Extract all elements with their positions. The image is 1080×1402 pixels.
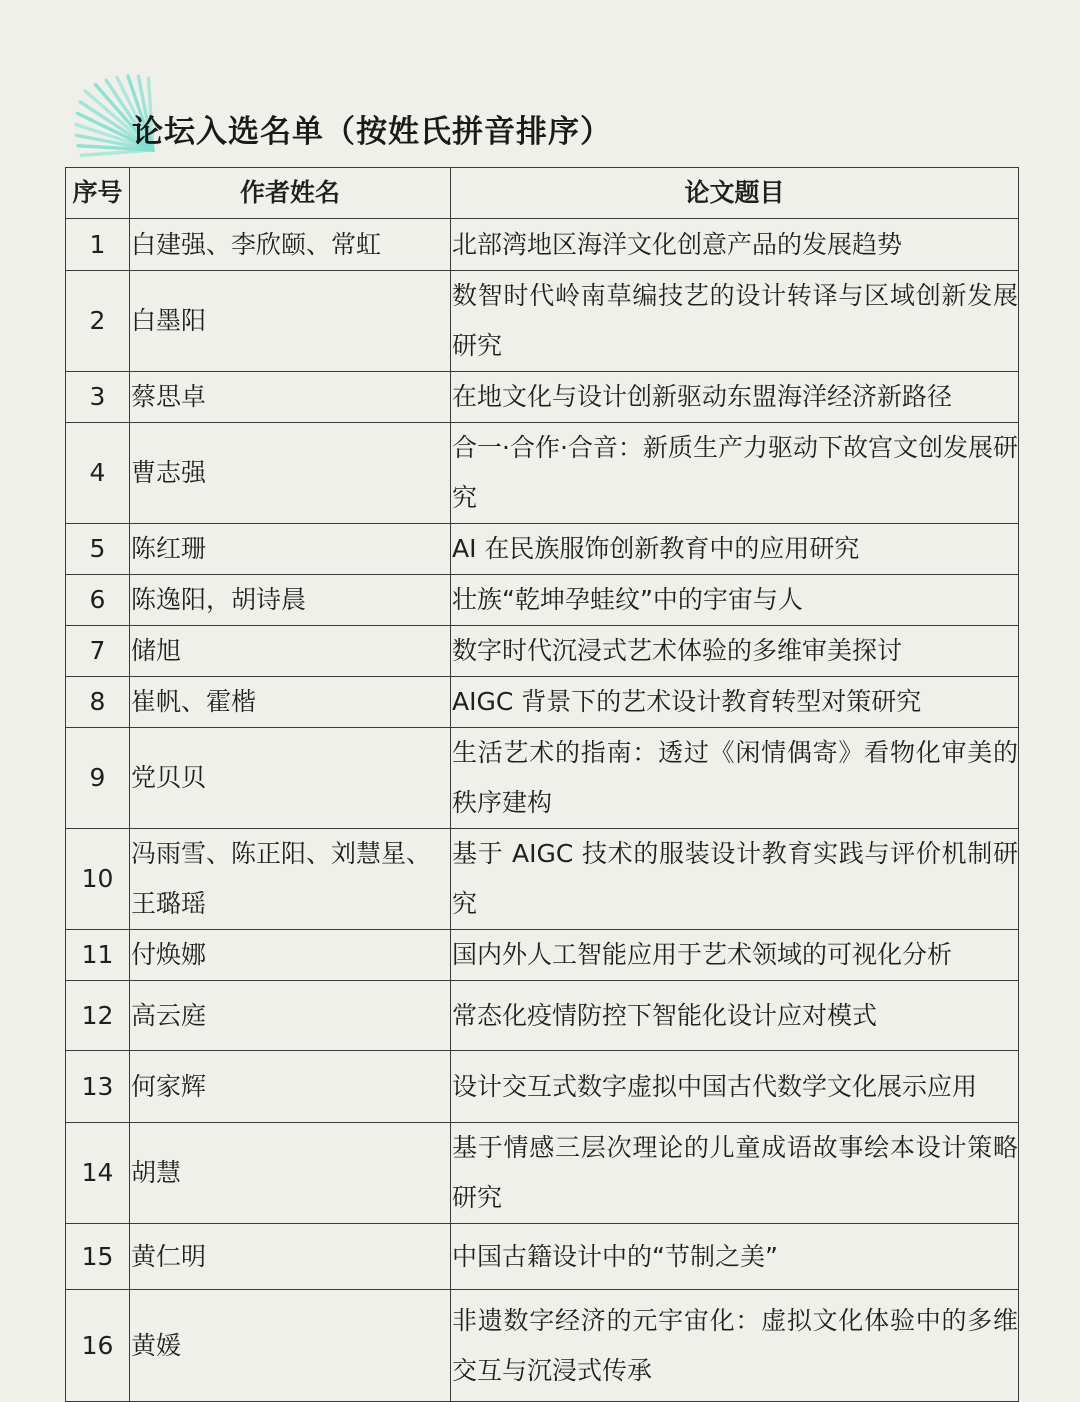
row-authors: 冯雨雪、陈正阳、刘慧星、王璐瑶 bbox=[130, 829, 451, 930]
table-row bbox=[66, 677, 1019, 728]
row-authors: 白墨阳 bbox=[130, 271, 451, 372]
table-row bbox=[66, 423, 1019, 524]
row-paper-title: 国内外人工智能应用于艺术领域的可视化分析 bbox=[451, 930, 1019, 981]
table-row bbox=[66, 219, 1019, 271]
row-number: 9 bbox=[66, 728, 130, 829]
table-row bbox=[66, 1290, 1019, 1402]
table-header-row bbox=[66, 168, 1019, 219]
row-authors: 黄媛 bbox=[130, 1290, 451, 1402]
table-row bbox=[66, 728, 1019, 829]
row-paper-title: 基于情感三层次理论的儿童成语故事绘本设计策略研究 bbox=[451, 1123, 1019, 1224]
row-number: 8 bbox=[66, 677, 130, 728]
row-paper-title: AIGC 背景下的艺术设计教育转型对策研究 bbox=[451, 677, 1019, 728]
table-row bbox=[66, 524, 1019, 575]
row-paper-title: AI 在民族服饰创新教育中的应用研究 bbox=[451, 524, 1019, 575]
row-authors: 陈逸阳，胡诗晨 bbox=[130, 575, 451, 626]
row-number: 1 bbox=[66, 219, 130, 271]
header-number: 序号 bbox=[66, 168, 130, 219]
row-authors: 付焕娜 bbox=[130, 930, 451, 981]
row-paper-title: 在地文化与设计创新驱动东盟海洋经济新路径 bbox=[451, 372, 1019, 423]
table-row bbox=[66, 372, 1019, 423]
row-number: 16 bbox=[66, 1290, 130, 1402]
row-paper-title: 生活艺术的指南：透过《闲情偶寄》看物化审美的秩序建构 bbox=[451, 728, 1019, 829]
page-title: 论坛入选名单（按姓氏拼音排序） bbox=[132, 114, 612, 150]
row-authors: 陈红珊 bbox=[130, 524, 451, 575]
table-row bbox=[66, 626, 1019, 677]
row-paper-title: 数智时代岭南草编技艺的设计转译与区域创新发展研究 bbox=[451, 271, 1019, 372]
row-number: 2 bbox=[66, 271, 130, 372]
row-number: 12 bbox=[66, 981, 130, 1051]
row-number: 4 bbox=[66, 423, 130, 524]
row-authors: 胡慧 bbox=[130, 1123, 451, 1224]
table-row bbox=[66, 829, 1019, 930]
row-authors: 白建强、李欣颐、常虹 bbox=[130, 219, 451, 271]
row-paper-title: 设计交互式数字虚拟中国古代数学文化展示应用 bbox=[451, 1051, 1019, 1123]
row-paper-title: 合一·合作·合音：新质生产力驱动下故宫文创发展研究 bbox=[451, 423, 1019, 524]
row-paper-title: 中国古籍设计中的“节制之美” bbox=[451, 1224, 1019, 1290]
header-paper-title: 论文题目 bbox=[451, 168, 1019, 219]
row-authors: 蔡思卓 bbox=[130, 372, 451, 423]
row-number: 5 bbox=[66, 524, 130, 575]
row-authors: 高云庭 bbox=[130, 981, 451, 1051]
row-authors: 黄仁明 bbox=[130, 1224, 451, 1290]
row-number: 7 bbox=[66, 626, 130, 677]
row-number: 13 bbox=[66, 1051, 130, 1123]
row-number: 11 bbox=[66, 930, 130, 981]
row-paper-title: 基于 AIGC 技术的服装设计教育实践与评价机制研究 bbox=[451, 829, 1019, 930]
table-row bbox=[66, 1123, 1019, 1224]
table-row bbox=[66, 271, 1019, 372]
row-paper-title: 数字时代沉浸式艺术体验的多维审美探讨 bbox=[451, 626, 1019, 677]
row-number: 14 bbox=[66, 1123, 130, 1224]
table-row bbox=[66, 930, 1019, 981]
table-row bbox=[66, 981, 1019, 1051]
row-authors: 何家辉 bbox=[130, 1051, 451, 1123]
header-authors: 作者姓名 bbox=[130, 168, 451, 219]
row-authors: 储旭 bbox=[130, 626, 451, 677]
row-paper-title: 北部湾地区海洋文化创意产品的发展趋势 bbox=[451, 219, 1019, 271]
row-paper-title: 常态化疫情防控下智能化设计应对模式 bbox=[451, 981, 1019, 1051]
row-paper-title: 壮族“乾坤孕蛙纹”中的宇宙与人 bbox=[451, 575, 1019, 626]
selection-table bbox=[65, 167, 1019, 1402]
row-authors: 曹志强 bbox=[130, 423, 451, 524]
row-number: 3 bbox=[66, 372, 130, 423]
table-row bbox=[66, 1224, 1019, 1290]
row-number: 6 bbox=[66, 575, 130, 626]
row-paper-title: 非遗数字经济的元宇宙化：虚拟文化体验中的多维交互与沉浸式传承 bbox=[451, 1290, 1019, 1402]
row-number: 15 bbox=[66, 1224, 130, 1290]
row-authors: 党贝贝 bbox=[130, 728, 451, 829]
table-row bbox=[66, 1051, 1019, 1123]
table-row bbox=[66, 575, 1019, 626]
row-authors: 崔帆、霍楷 bbox=[130, 677, 451, 728]
row-number: 10 bbox=[66, 829, 130, 930]
